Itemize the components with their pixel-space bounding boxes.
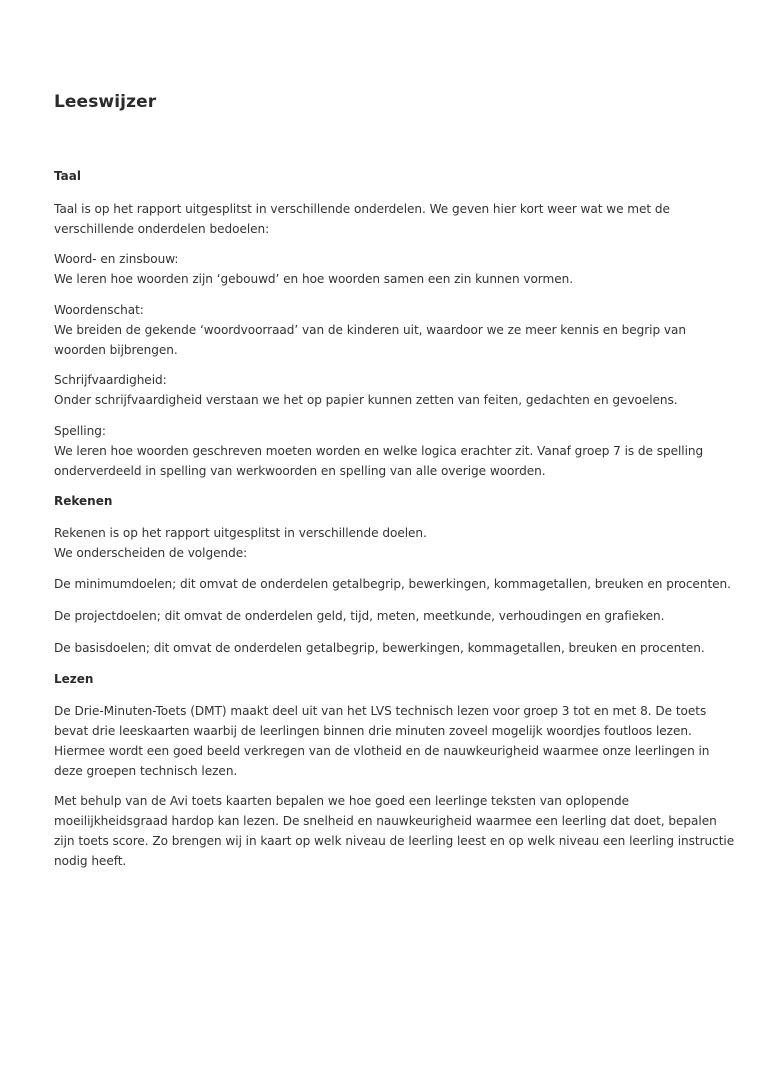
text-line: De projectdoelen; dit omvat de onderdelen geld, tijd, meten, meetkunde, verhoudingen en grafieken. xyxy=(54,609,665,623)
text-line: De Drie-Minuten-Toets (DMT) maakt deel uit van het LVS technisch lezen voor groep 3 tot en met 8. De toets xyxy=(54,704,707,718)
text-line: Met behulp van de Avi toets kaarten bepalen we hoe goed een leerlinge teksten van oplopende xyxy=(54,794,629,808)
taal-spelling xyxy=(54,421,719,481)
taal-woordenschat xyxy=(54,300,719,360)
text-line: We breiden de gekende ‘woordvoorraad’ van de kinderen uit, waardoor we ze meer kennis en begrip van xyxy=(54,323,686,337)
text-line: deze groepen technisch lezen. xyxy=(54,764,238,778)
text-line: verschillende onderdelen bedoelen: xyxy=(54,222,270,236)
text-line: De minimumdoelen; dit omvat de onderdelen getalbegrip, bewerkingen, kommagetallen, breuken en procenten. xyxy=(54,577,731,591)
text-line: woorden bijbrengen. xyxy=(54,343,178,357)
text-line: Schrijfvaardigheid: xyxy=(54,373,167,387)
text-line: Onder schrijfvaardigheid verstaan we het op papier kunnen zetten van feiten, gedachten en gevoelens. xyxy=(54,393,678,407)
text-line: onderverdeeld in spelling van werkwoorden en spelling van alle overige woorden. xyxy=(54,464,546,478)
heading-rekenen: Rekenen xyxy=(54,494,113,508)
rekenen-basisdoelen xyxy=(54,638,719,658)
text-line: De basisdoelen; dit omvat de onderdelen getalbegrip, bewerkingen, kommagetallen, breuken en procenten. xyxy=(54,641,705,655)
text-line: We onderscheiden de volgende: xyxy=(54,546,248,560)
text-line: Spelling: xyxy=(54,424,106,438)
text-line: Woord- en zinsbouw: xyxy=(54,252,179,266)
text-line: moeilijkheidsgraad hardop kan lezen. De snelheid en nauwkeurigheid waarmee een leerling dat doet, bepalen xyxy=(54,814,717,828)
text-line: nodig heeft. xyxy=(54,854,127,868)
text-line: bevat drie leeskaarten waarbij de leerlingen binnen drie minuten zoveel mogelijk woordjes foutloos lezen. xyxy=(54,724,692,738)
lezen-dmt xyxy=(54,701,719,781)
page-title: Leeswijzer xyxy=(54,92,157,112)
rekenen-minimumdoelen xyxy=(54,574,731,594)
text-line: We leren hoe woorden geschreven moeten worden en welke logica erachter zit. Vanaf groep 7 is de spelling xyxy=(54,444,704,458)
text-line: Hiermee wordt een goed beeld verkregen van de vlotheid en de nauwkeurigheid waarmee onze leerlingen in xyxy=(54,744,710,758)
text-line: We leren hoe woorden zijn ‘gebouwd’ en hoe woorden samen een zin kunnen vormen. xyxy=(54,272,574,286)
text-line: Rekenen is op het rapport uitgesplitst in verschillende doelen. xyxy=(54,526,427,540)
taal-woordbouw xyxy=(54,249,719,289)
lezen-avi xyxy=(54,791,735,871)
rekenen-intro xyxy=(54,523,719,563)
taal-intro xyxy=(54,199,719,239)
text-line: Taal is op het rapport uitgesplitst in verschillende onderdelen. We geven hier kort weer wat we met de xyxy=(54,202,670,216)
heading-taal: Taal xyxy=(54,169,81,183)
text-line: zijn toets score. Zo brengen wij in kaart op welk niveau de leerling leest en op welk niveau een leerling instructie xyxy=(54,834,735,848)
text-line: Woordenschat: xyxy=(54,303,144,317)
rekenen-projectdoelen xyxy=(54,606,719,626)
taal-schrijfvaardigheid xyxy=(54,370,719,410)
heading-lezen: Lezen xyxy=(54,672,94,686)
